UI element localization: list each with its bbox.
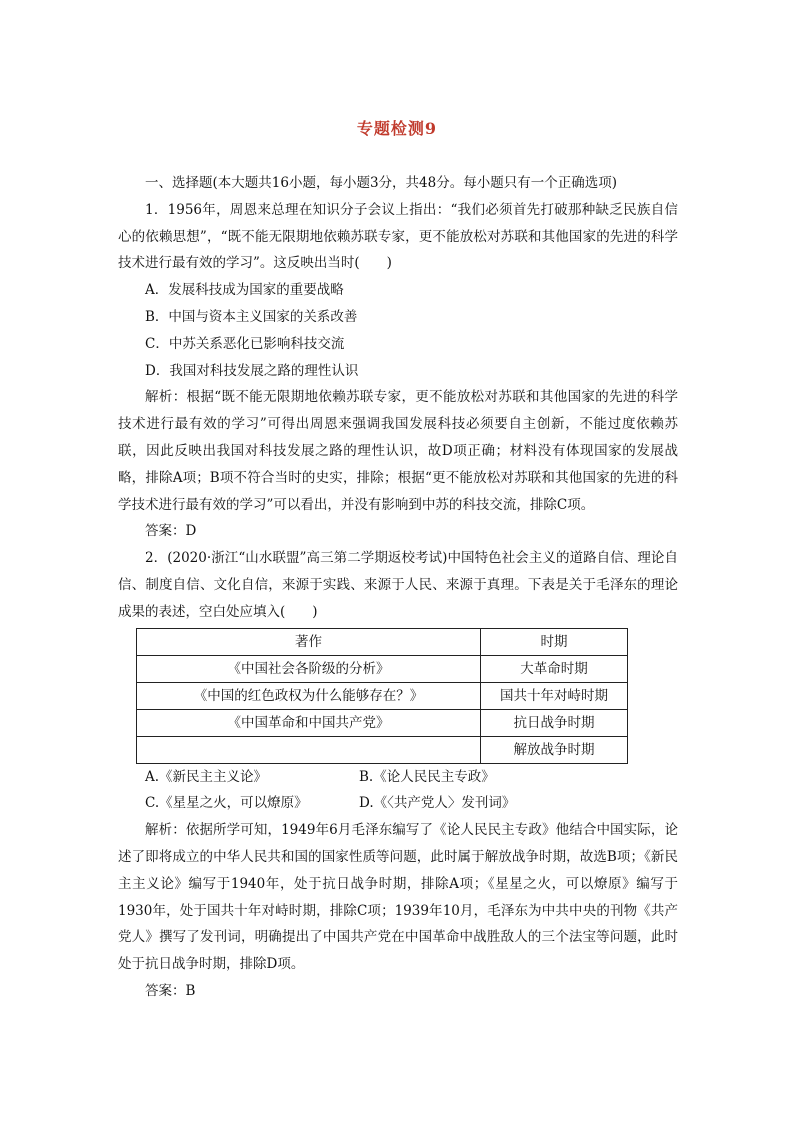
answer: 答案：D [145, 523, 197, 540]
table-cell: 解放战争时期 [480, 736, 627, 763]
table-row [137, 655, 628, 682]
options-row [118, 790, 678, 817]
table-header-row [137, 628, 628, 655]
question-stem: 1．1956年，周恩来总理在知识分子会议上指出：“我们必须首先打破那种缺乏民族自信心的依赖思想”，“既不能无限期地依赖苏联专家，更不能放松对苏联和其他国家的先进的科学技术进行最有效的学习”。这反映出当时( ) [118, 201, 678, 272]
table-cell: 《中国的红色政权为什么能够存在？》 [137, 682, 481, 709]
page-title: 专题检测9 [356, 119, 438, 138]
option-b: B.《论人民民主专政》 [359, 768, 495, 785]
table-row [137, 709, 628, 736]
option-a: A．发展科技成为国家的重要战略 [145, 282, 344, 299]
table-cell: 国共十年对峙时期 [480, 682, 627, 709]
table-cell-blank [137, 736, 481, 763]
analysis: 解析：依据所学可知，1949年6月毛泽东编写了《论人民民主专政》他结合中国实际，论述了即将成立的中华人民共和国的国家性质等问题，此时属于解放战争时期，故选B项；《新民主主义论》编写于1940年，处于抗日战争时期，排除A项；《星星之火，可以燎原》编写于1930年，处于国共十年对峙时期，排除C项；1939年10月，毛泽东为中共中央的刊物《共产党人》撰写了发刊词，明确提出了中国共产党在中国革命中战胜敌人的三个法宝等问题，此时处于抗日战争时期，排除D项。 [118, 822, 678, 973]
table-cell: 《中国革命和中国共产党》 [137, 709, 481, 736]
option-b: B．中国与资本主义国家的关系改善 [145, 308, 358, 325]
option-d: D．我国对科技发展之路的理性认识 [145, 362, 359, 379]
table-row [137, 682, 628, 709]
table-cell: 《中国社会各阶级的分析》 [137, 655, 481, 682]
table-header: 著作 [137, 628, 481, 655]
table-cell: 大革命时期 [480, 655, 627, 682]
option-a: A.《新民主主义论》 [145, 768, 268, 785]
document-body [118, 170, 678, 1005]
option-c: C．中苏关系恶化已影响科技交流 [145, 335, 345, 352]
question-2 [118, 545, 678, 1005]
question-1 [118, 197, 678, 545]
option-d: D.《〈共产党人〉发刊词》 [359, 795, 516, 812]
question-stem: 2．(2020·浙江“山水联盟”高三第二学期返校考试)中国特色社会主义的道路自信、理论自信、制度自信、文化自信，来源于实践、来源于人民、来源于真理。下表是关于毛泽东的理论成果的表述，空白处应填入( ) [118, 550, 678, 620]
options-row [118, 764, 678, 791]
works-table [136, 628, 628, 764]
table-cell: 抗日战争时期 [480, 709, 627, 736]
table-header: 时期 [480, 628, 627, 655]
answer: 答案：B [145, 982, 196, 999]
section-heading: 一、选择题(本大题共16小题，每小题3分，共48分。每小题只有一个正确选项) [145, 175, 617, 191]
table-row [137, 736, 628, 763]
option-c: C.《星星之火，可以燎原》 [145, 795, 308, 812]
analysis: 解析：根据“既不能无限期地依赖苏联专家，更不能放松对苏联和其他国家的先进的科学技术进行最有效的学习”可得出周恩来强调我国发展科技必须要自主创新，不能过度依赖苏联，因此反映出我国对科技发展之路的理性认识，故D项正确；材料没有体现国家的发展战略，排除A项；B项不符合当时的史实，排除；根据“更不能放松对苏联和其他国家的先进的科学技术进行最有效的学习”可以看出，并没有影响到中苏的科技交流，排除C项。 [118, 389, 678, 513]
